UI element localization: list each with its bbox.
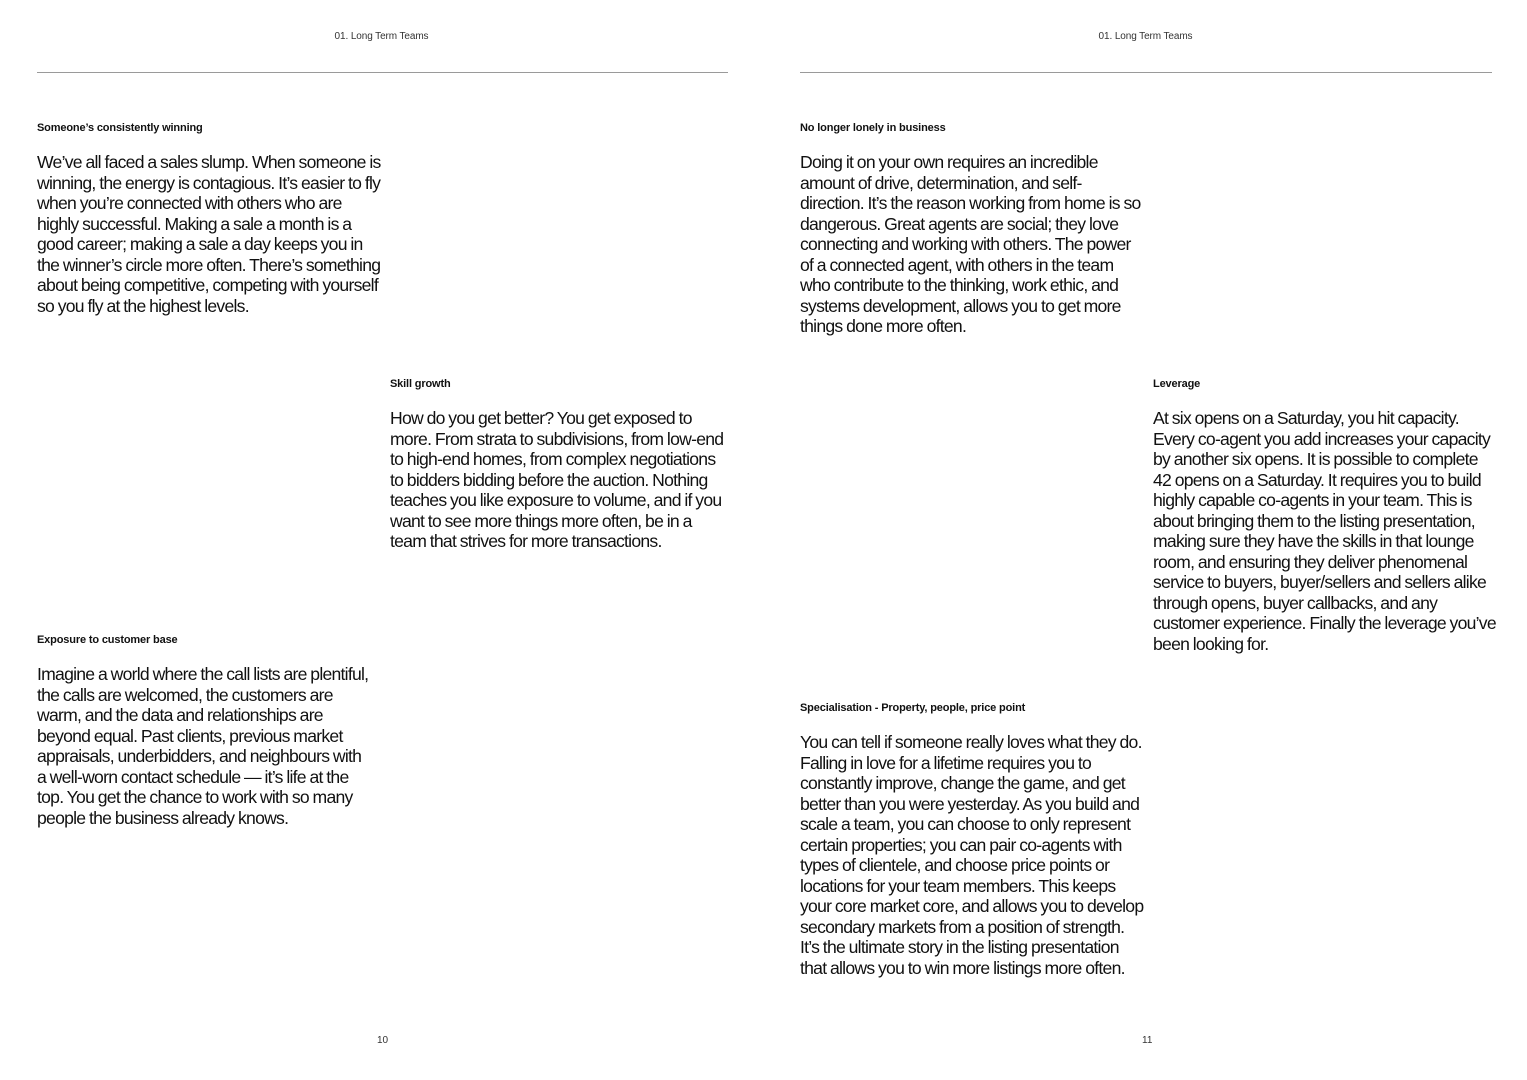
section-heading: Someone’s consistently winning [37, 122, 203, 134]
header-rule [800, 72, 1492, 73]
section-skill-growth [390, 378, 730, 552]
section-customer-base [37, 634, 369, 828]
page-number: 11 [1142, 1035, 1153, 1046]
section-body: Imagine a world where the call lists are plentiful, the calls are welcomed, the customers are warm, and the data and relationships are beyond equal. Past clients, previous market appraisals, underbidders, and neighbours with a well-worn contact schedule — it’s life at the top. You get the chance to work with so many people the business already knows. [37, 664, 369, 828]
section-heading: Exposure to customer base [37, 634, 178, 646]
section-body: At six opens on a Saturday, you hit capacity. Every co-agent you add increases your capacity by another six opens. It is possible to complete 42 opens on a Saturday. It requires you to build highly capable co-agents in your team. This is about bringing them to the listing presentation, making sure they have the skills in that lounge room, and ensuring they deliver phenomenal service to buyers, buyer/sellers and sellers alike through opens, buyer callbacks, and any customer experience. Finally the leverage you’ve been looking for. [1153, 408, 1496, 654]
section-body: Doing it on your own requires an incredible amount of drive, determination, and self-direction. It’s the reason working from home is so dangerous. Great agents are social; they love connecting and working with others. The power of a connected agent, with others in the team who contribute to the thinking, work ethic, and systems development, allows you to get more things done more often. [800, 152, 1141, 336]
header-rule [37, 72, 728, 73]
section-heading: Leverage [1153, 378, 1201, 390]
running-head: 01. Long Term Teams [1098, 31, 1193, 42]
section-no-longer-lonely [800, 122, 1145, 337]
section-heading: No longer lonely in business [800, 122, 946, 134]
section-body: How do you get better? You get exposed to more. From strata to subdivisions, from low-end to high-end homes, from complex negotiations to bidders bidding before the auction. Nothing teaches you like exposure to volume, and if you want to see more things more often, be in a team that strives for more transactions. [390, 408, 724, 551]
section-heading: Specialisation - Property, people, price point [800, 702, 1026, 714]
page-number: 10 [377, 1035, 389, 1046]
left-page [0, 0, 763, 1080]
section-body: You can tell if someone really loves what they do. Falling in love for a lifetime requires you to constantly improve, change the game, and get better than you were yesterday. As you build and scale a team, you can choose to only represent certain properties; you can pair co-agents with types of clientele, and choose price points or locations for your team members. This keeps your core market core, and allows you to develop secondary markets from a position of strength. It’s the ultimate story in the listing presentation that allows you to win more listings more often. [800, 732, 1144, 978]
section-body: We’ve all faced a sales slump. When someone is winning, the energy is contagious. It’s easier to fly when you’re connected with others who are highly successful. Making a sale a month is a good career; making a sale a day keeps you in the winner’s circle more often. There’s something about being competitive, competing with yourself so you fly at the highest levels. [37, 152, 381, 316]
right-page [764, 0, 1527, 1080]
section-leverage [1153, 378, 1498, 654]
section-heading: Skill growth [390, 378, 451, 390]
section-consistently-winning [37, 122, 382, 316]
section-specialisation [800, 702, 1145, 978]
running-head: 01. Long Term Teams [334, 31, 429, 42]
